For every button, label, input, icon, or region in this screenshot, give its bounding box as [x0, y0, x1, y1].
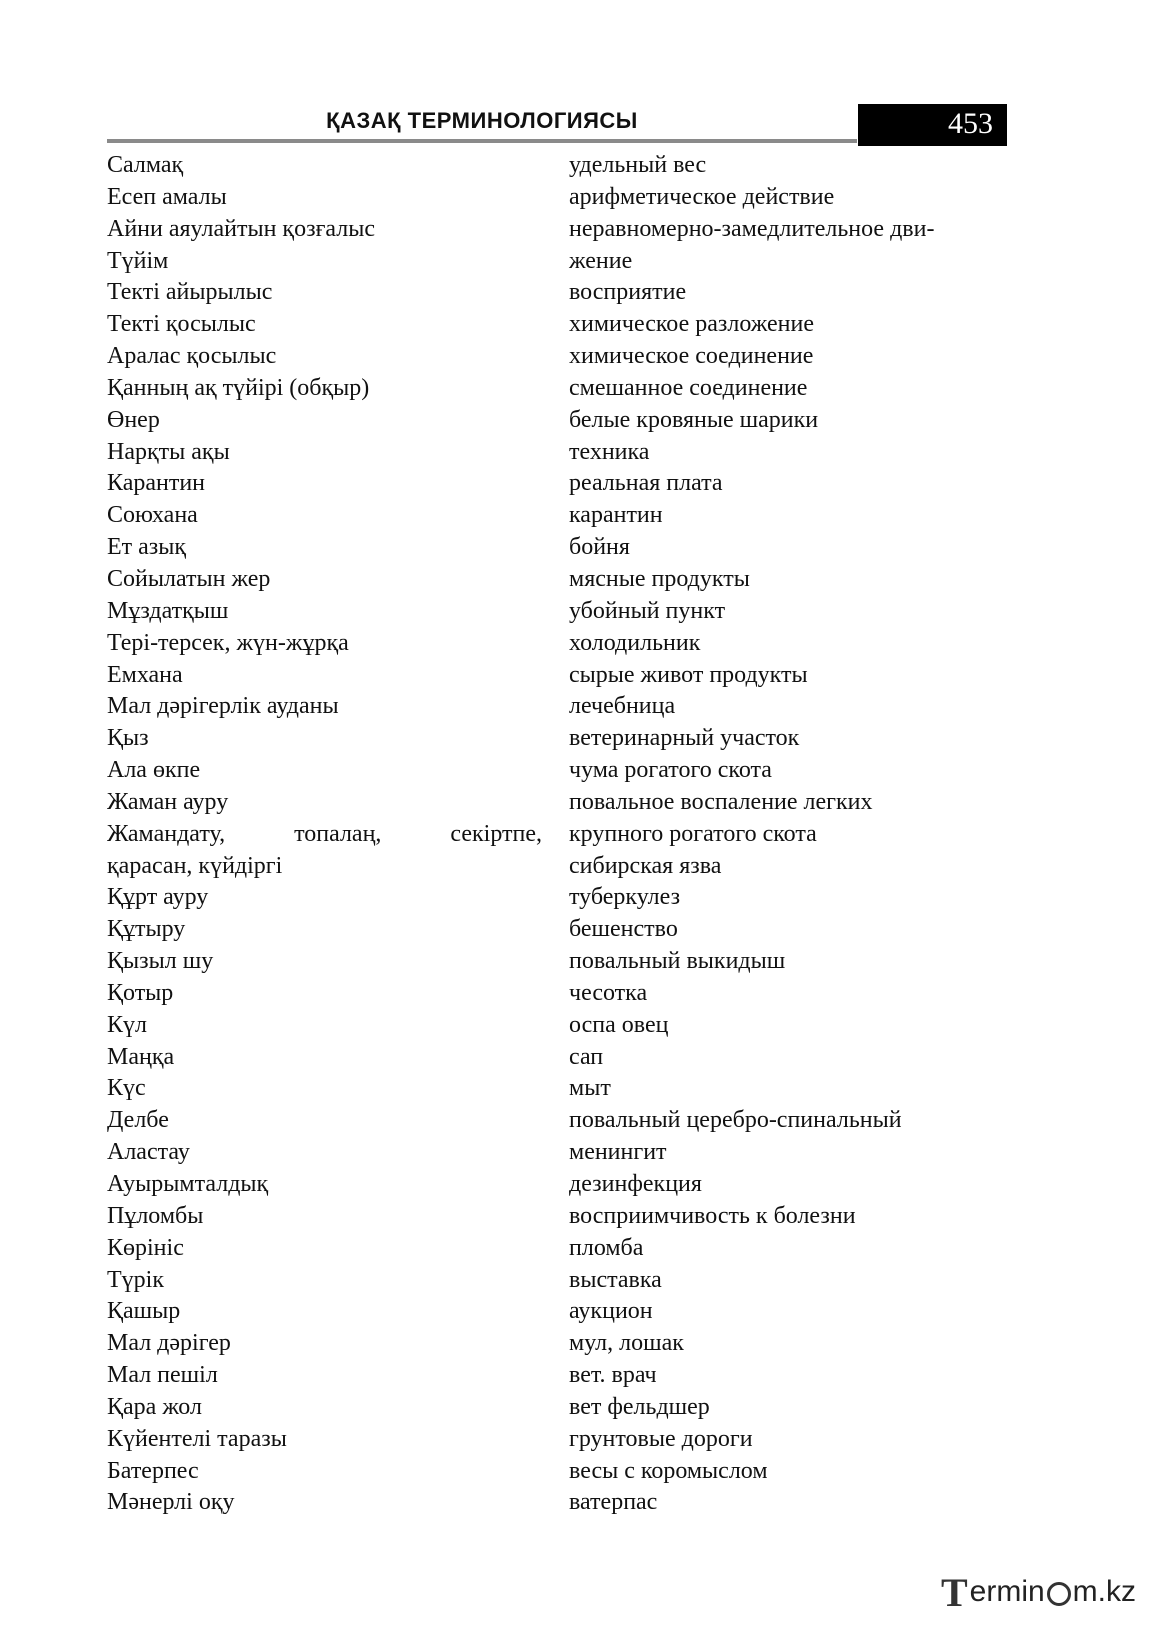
russian-term-line: дезинфекция [569, 1171, 702, 1197]
russian-term-line: весы с коромыслом [569, 1457, 768, 1484]
page-header [107, 104, 1007, 146]
russian-term-line: чума рогатого скота [569, 757, 772, 784]
kazakh-term-line: Нарқты ақы [107, 438, 230, 465]
russian-term-line: восприятие [569, 279, 687, 306]
russian-column [569, 150, 989, 1519]
russian-term-line: убойный пункт [569, 597, 726, 624]
russian-term-line: химическое соединение [569, 343, 814, 370]
watermark-text-1: ermin [969, 1575, 1045, 1608]
russian-term-line: восприимчивость к болезни [569, 1202, 856, 1229]
russian-term-line: крупного рогатого скота [569, 820, 817, 847]
kazakh-term-line: Түйім [107, 247, 169, 274]
kazakh-term-line: Аралас қосылыс [107, 343, 277, 370]
russian-term-line: ватерпас [569, 1489, 658, 1516]
russian-term-line: смешанное соединение [569, 374, 808, 401]
kazakh-term-line: Пұломбы [107, 1202, 204, 1229]
kazakh-term-line: Мұздатқыш [107, 597, 229, 624]
kazakh-term-line: Есеп амалы [107, 183, 227, 210]
russian-term-line: арифметическое действие [569, 183, 835, 210]
russian-term-line: грунтовые дороги [569, 1425, 753, 1452]
kazakh-term-line: Емхана [107, 661, 183, 688]
kazakh-term-line: Жамандату, топалаң, секіртпе, [107, 820, 542, 847]
magnifier-icon [1047, 1582, 1071, 1606]
russian-term-line: аукцион [569, 1298, 653, 1325]
russian-term-line: сап [569, 1043, 604, 1070]
kazakh-term-line: Қара жол [107, 1393, 202, 1420]
kazakh-term-line: Айни аяулайтын қозғалыс [107, 215, 376, 242]
kazakh-term-line: Күс [107, 1075, 146, 1102]
kazakh-term-line: Сойылатын жер [107, 565, 271, 592]
kazakh-term-line: Аластау [107, 1139, 190, 1166]
russian-term-line: ветеринарный участок [569, 725, 800, 752]
russian-term-line: карантин [569, 502, 663, 529]
russian-term-line: выставка [569, 1266, 662, 1293]
kazakh-term-line: Қанның ақ түйірі (обқыр) [107, 374, 370, 401]
kazakh-term-line: Маңқа [107, 1043, 175, 1070]
kazakh-term-line: Карантин [107, 470, 206, 497]
kazakh-term-line: Тері-терсек, жүн-жұрқа [107, 629, 349, 656]
kazakh-term-line: Мал дәрігерлік ауданы [107, 693, 339, 720]
russian-term-line: холодильник [569, 629, 701, 656]
kazakh-term-line: Қотыр [107, 979, 174, 1006]
kazakh-term-line: Ет азық [107, 534, 187, 561]
header-rule [107, 139, 857, 143]
kazakh-term-line: Қыз [107, 725, 149, 752]
russian-term-line: вет. врач [569, 1362, 657, 1389]
russian-term-line: мыт [569, 1075, 611, 1102]
russian-term-line: вет фельдшер [569, 1393, 710, 1420]
kazakh-term-line: Құтыру [107, 916, 186, 943]
kazakh-term-line: Күйентелі таразы [107, 1425, 287, 1452]
kazakh-term-line: Союхана [107, 502, 198, 529]
kazakh-term-line: қарасан, күйдіргі [107, 852, 283, 879]
page-number-box [858, 104, 1007, 146]
kazakh-term-line: Өнер [107, 406, 160, 433]
russian-term-line: мясные продукты [569, 565, 750, 592]
russian-term-line: мул, лошак [569, 1330, 684, 1357]
kazakh-term-line: Мал пешіл [107, 1362, 218, 1389]
russian-term-line: сырые живот продукты [569, 661, 808, 688]
kazakh-term-line: Текті қосылыс [107, 311, 256, 338]
russian-term-line: туберкулез [569, 884, 681, 911]
russian-term-line: бешенство [569, 916, 678, 943]
kazakh-term-line: Салмақ [107, 152, 184, 178]
russian-term-line: химическое разложение [569, 311, 815, 338]
kazakh-term-line: Күл [107, 1011, 147, 1038]
russian-term-line: повальный выкидыш [569, 948, 786, 975]
watermark-text-2: m.kz [1072, 1575, 1136, 1608]
kazakh-term-line: Ала өкпе [107, 757, 201, 784]
russian-term-line: техника [569, 438, 650, 465]
russian-term-line: оспа овец [569, 1011, 669, 1038]
russian-term-line: пломба [569, 1234, 644, 1261]
kazakh-term-line: Делбе [107, 1107, 169, 1134]
kazakh-term-line: Түрік [107, 1266, 164, 1293]
kazakh-term-line: Құрт ауру [107, 884, 209, 911]
kazakh-term-line: Мәнерлі оқу [107, 1489, 235, 1516]
kazakh-term-line: Ауырымталдық [107, 1171, 269, 1197]
russian-term-line: удельный вес [569, 152, 707, 178]
russian-term-line: сибирская язва [569, 852, 722, 879]
russian-term-line: чесотка [569, 979, 648, 1006]
russian-term-line: повальное воспаление легких [569, 788, 873, 815]
russian-term-line: повальный церебро-спинальный [569, 1107, 902, 1134]
russian-term-line: неравномерно-замедлительное дви- [569, 215, 935, 242]
site-watermark [941, 1571, 1136, 1613]
russian-term-line: белые кровяные шарики [569, 406, 819, 433]
watermark-t: T [940, 1569, 968, 1615]
kazakh-term-line: Жаман ауру [107, 788, 229, 815]
russian-term-line: жение [569, 247, 633, 274]
kazakh-term-line: Текті айырылыс [107, 279, 273, 306]
russian-term-line: реальная плата [569, 470, 723, 497]
russian-term-line: менингит [569, 1139, 667, 1166]
russian-term-line: бойня [569, 534, 630, 561]
kazakh-term-line: Көрініс [107, 1234, 184, 1261]
kazakh-term-line: Мал дәрігер [107, 1330, 231, 1357]
running-title: ҚАЗАҚ ТЕРМИНОЛОГИЯСЫ [326, 108, 638, 133]
page-number: 453 [948, 107, 993, 140]
kazakh-column [107, 150, 542, 1519]
russian-term-line: лечебница [569, 693, 676, 720]
kazakh-term-line: Қызыл шу [107, 948, 214, 975]
kazakh-term-line: Батерпес [107, 1457, 199, 1484]
kazakh-term-line: Қашыр [107, 1298, 181, 1325]
